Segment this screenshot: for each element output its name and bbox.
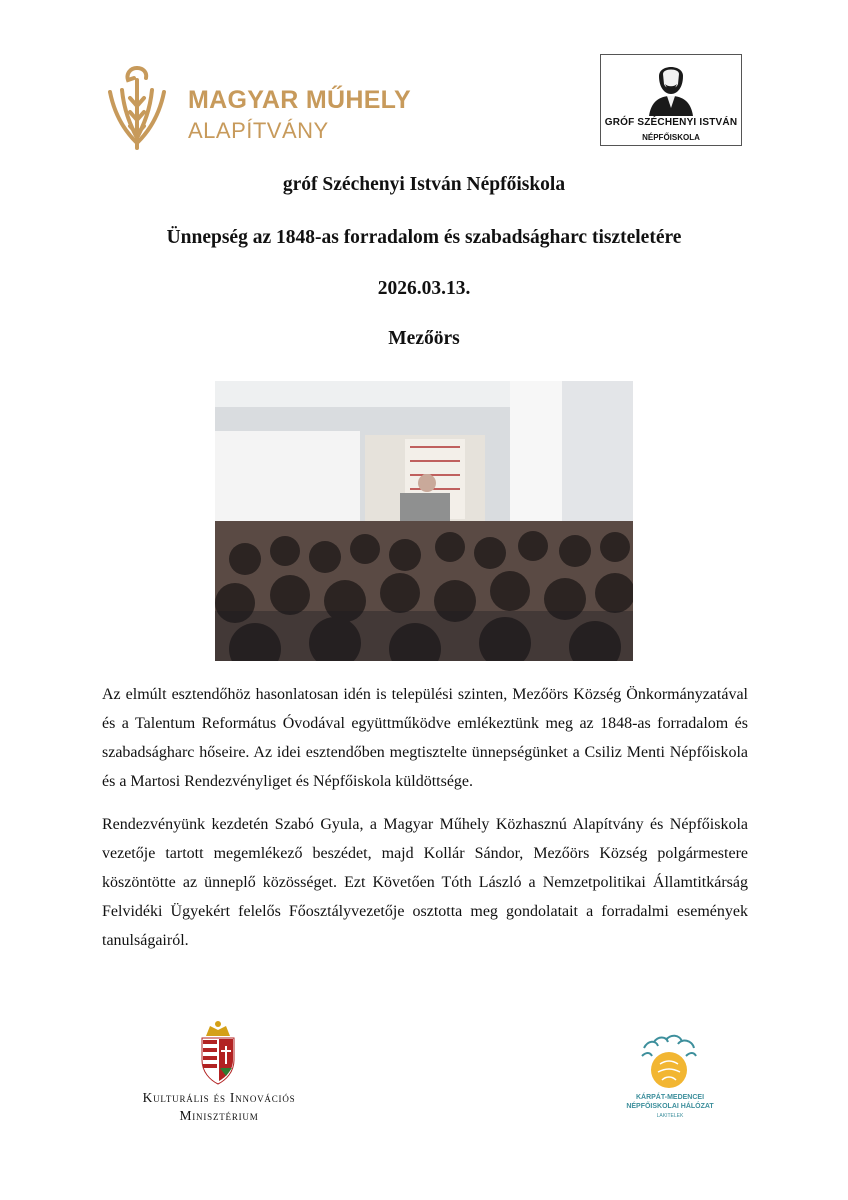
event-photo [215,381,633,661]
ministry-name-line1: Kulturális és Innovációs [142,1090,296,1105]
ministry-logo [124,1020,314,1130]
network-line3: LAKITELEK [656,1113,684,1119]
school-title: gróf Széchenyi István Népfőiskola [282,174,566,195]
ministry-name-line2: Minisztérium [179,1108,259,1123]
szechenyi-logo [600,54,742,146]
magyar-muhely-logo [100,62,411,154]
network-emblem-icon [638,1034,700,1092]
magyar-muhely-name: MAGYAR MŰHELY [188,86,411,114]
network-line1: KÁRPÁT-MEDENCEI [635,1094,705,1101]
szechenyi-name: GRÓF SZÉCHENYI ISTVÁN [604,117,738,128]
network-line2: NÉPFŐISKOLAI HÁLÓZAT [626,1103,714,1110]
szechenyi-portrait-icon [645,58,697,116]
audience-photo-icon [215,381,633,661]
nepfoiskola-label: NÉPFŐISKOLA [642,133,700,142]
nepfoiskolai-halozat-logo [610,1034,730,1130]
hungarian-coat-of-arms-icon [198,1020,238,1086]
event-title: Ünnepség az 1848-as forradalom és szabadságharc tiszteletére [166,227,682,248]
event-date: 2026.03.13. [377,278,471,299]
paragraph-1: Az elmúlt esztendőhöz hasonlatosan idén is települési szinten, Mezőörs Község Önkormányzatával és a Talentum Református Óvodával együttműködve emlékeztünk meg az 1848-as forradalom és szabadságharc hőseire. Az idei esztendőben megtisztelte ünnepségünket a Csiliz Menti Népfőiskola és a Martosi Rendezvényliget és Népfőiskola küldöttsége. [102,686,748,790]
event-place: Mezőörs [388,328,460,349]
paragraph-2: Rendezvényünk kezdetén Szabó Gyula, a Magyar Műhely Közhasznú Alapítvány és Népfőiskola vezetője tartott megemlékező beszédet, majd Kollár Sándor, Mezőörs Község polgármestere köszöntötte az ünneplő közösséget. Ezt Követően Tóth László a Nemzetpolitikai Államtitkárság Felvidéki Ügyekért felelős Főosztályvezetője osztotta meg gondolatait a forradalmi események tanulságairól. [102,816,748,949]
alapitvany-label: ALAPÍTVÁNY [188,118,329,143]
eagle-wheat-icon [100,62,174,152]
